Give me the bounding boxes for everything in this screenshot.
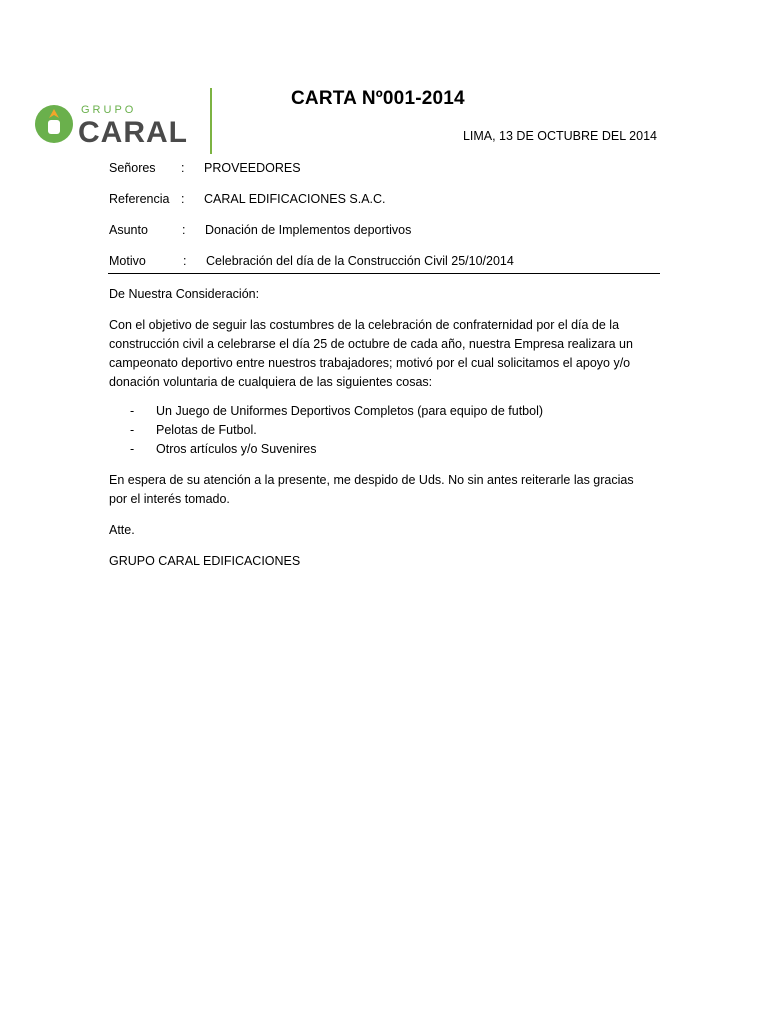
list-item-text: Un Juego de Uniformes Deportivos Completos (para equipo de futbol) [156, 404, 544, 418]
field-label: Asunto [109, 223, 148, 237]
list-item-text: Pelotas de Futbol. [156, 423, 257, 437]
field-label: Señores [109, 161, 156, 175]
field-colon: : [183, 254, 187, 268]
salutation: De Nuestra Consideración: [109, 287, 260, 301]
logo-emblem-inner [48, 120, 60, 134]
logo-divider [210, 88, 212, 154]
list-item-text: Otros artículos y/o Suvenires [156, 442, 317, 456]
letter-title: CARTA Nº001-2014 [291, 88, 465, 109]
items-list [130, 402, 543, 459]
company-logo [34, 100, 204, 148]
body-paragraph-1: Con el objetivo de seguir las costumbres de la celebración de confraternidad por el día de la construcción civil a celebrarse el día 25 de octubre de cada año, nuestra Empresa realizara un campeonato deportivo entre nuestros trabajadores; motivó por el cual solicitamos el apoyo y/o donación voluntaria de cualquiera de las siguientes cosas: [109, 318, 633, 389]
letter-date: LIMA, 13 DE OCTUBRE DEL 2014 [462, 129, 657, 143]
bullet-dash: - [130, 423, 135, 437]
caral-logo-graphic [34, 100, 204, 148]
list-item [130, 421, 543, 440]
field-value: Donación de Implementos deportivos [205, 223, 412, 237]
body-paragraph-2: En espera de su atención a la presente, me despido de Uds. No sin antes reiterarle las gracias por el interés tomado. [109, 473, 634, 506]
field-label: Motivo [109, 254, 146, 268]
signature: GRUPO CARAL EDIFICACIONES [109, 554, 301, 568]
logo-big-text: CARAL [78, 116, 188, 148]
list-item [130, 440, 543, 459]
field-colon: : [182, 223, 186, 237]
logo-small-text: GRUPO [81, 104, 137, 116]
field-label: Referencia [109, 192, 170, 206]
field-value: PROVEEDORES [204, 161, 301, 175]
field-colon: : [181, 161, 185, 175]
header-rule [108, 273, 660, 274]
bullet-dash: - [130, 442, 135, 456]
closing: Atte. [109, 523, 135, 537]
list-item [130, 402, 543, 421]
field-value: CARAL EDIFICACIONES S.A.C. [204, 192, 386, 206]
field-value: Celebración del día de la Construcción Civil 25/10/2014 [206, 254, 514, 268]
bullet-dash: - [130, 404, 135, 418]
field-colon: : [181, 192, 185, 206]
